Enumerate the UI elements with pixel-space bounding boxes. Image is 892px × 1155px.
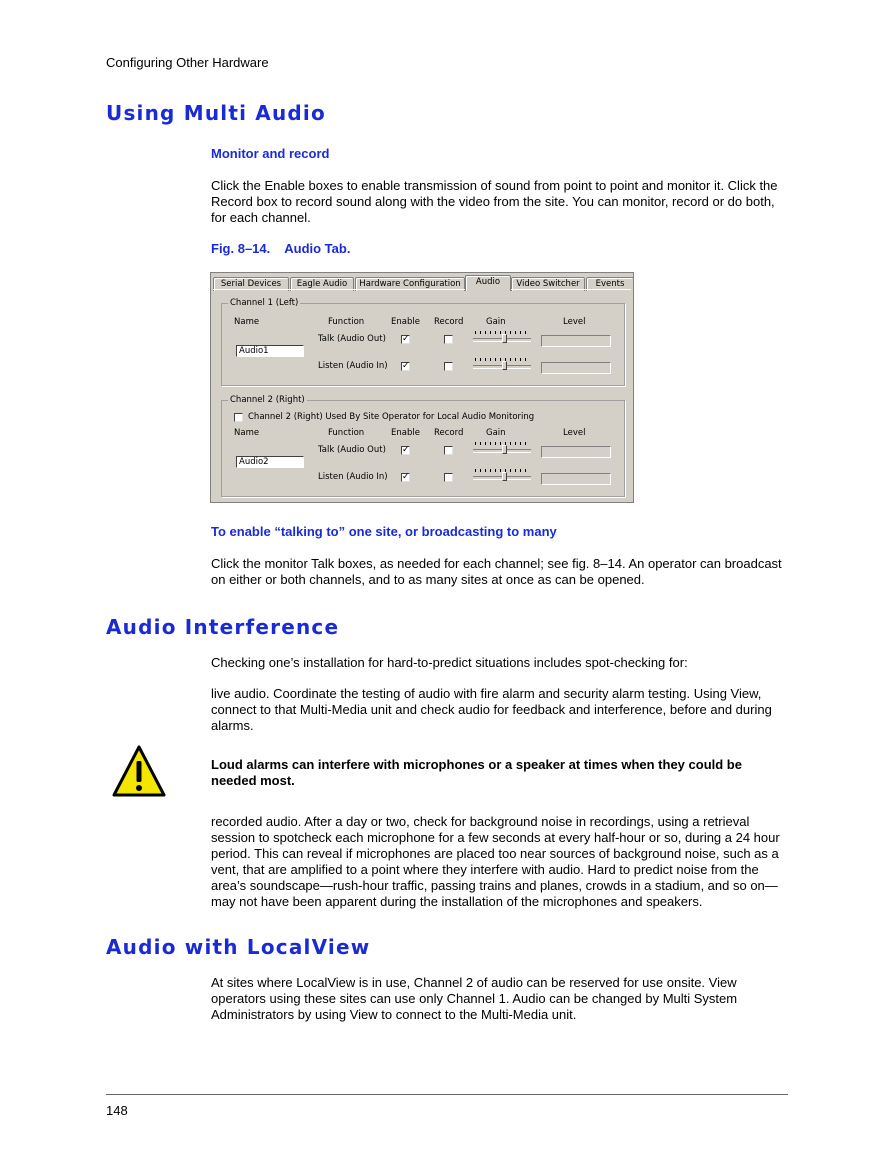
channel1-group	[221, 298, 625, 386]
audio-tab-dialog	[210, 272, 634, 503]
channel1-talk-gain-slider[interactable]	[473, 331, 531, 343]
channel2-name-input[interactable]: Audio2	[236, 456, 304, 468]
column-header-record: Record	[434, 428, 464, 438]
channel2-talk-record-checkbox[interactable]	[444, 446, 453, 455]
channel1-talk-level-meter	[541, 335, 611, 347]
figure-label: Fig. 8–14.	[211, 241, 271, 256]
channel1-listen-record-checkbox[interactable]	[444, 362, 453, 371]
subheading-monitor-record: Monitor and record	[211, 146, 330, 161]
column-header-gain: Gain	[486, 317, 506, 327]
tab-video-switcher[interactable]: Video Switcher	[511, 277, 585, 291]
channel2-local-monitoring-label: Channel 2 (Right) Used By Site Operator for Local Audio Monitoring	[248, 412, 535, 422]
channel1-talk-record-checkbox[interactable]	[444, 335, 453, 344]
running-header: Configuring Other Hardware	[106, 55, 269, 70]
column-header-name: Name	[234, 317, 260, 327]
channel1-listen-label: Listen (Audio In)	[318, 361, 388, 371]
section-title-audio-interference: Audio Interference	[106, 615, 340, 639]
slider-thumb[interactable]	[502, 445, 507, 454]
column-header-function: Function	[328, 428, 365, 438]
paragraph-talking-broadcasting: Click the monitor Talk boxes, as needed for each channel; see fig. 8–14. An operator can broadcast on either or both channels, and to as many sites at once as can be opened.	[211, 556, 782, 587]
channel2-talk-gain-slider[interactable]	[473, 442, 531, 454]
channel2-listen-level-meter	[541, 473, 611, 485]
column-header-name: Name	[234, 428, 260, 438]
subheading-talking-broadcasting: To enable “talking to” one site, or broadcasting to many	[211, 524, 557, 539]
figure-title: Audio Tab.	[284, 241, 351, 256]
paragraph-interference-intro: Checking one’s installation for hard-to-predict situations includes spot-checking for:	[211, 655, 688, 670]
paragraph-live-audio: live audio. Coordinate the testing of audio with fire alarm and security alarm testing. Using View, connect to that Multi-Media unit and check audio for feedback and interference, before and during alarms.	[211, 686, 772, 733]
channel1-listen-enable-checkbox[interactable]: ✓	[402, 361, 410, 371]
column-header-enable: Enable	[391, 317, 420, 327]
warning-triangle-icon	[112, 745, 166, 797]
tab-events[interactable]: Events	[586, 277, 634, 291]
section-title-localview: Audio with LocalView	[106, 935, 371, 959]
tab-serial-devices[interactable]: Serial Devices	[213, 277, 289, 291]
channel1-listen-level-meter	[541, 362, 611, 374]
slider-thumb[interactable]	[502, 334, 507, 343]
channel2-talk-level-meter	[541, 446, 611, 458]
tab-hardware-configuration[interactable]: Hardware Configuration	[355, 277, 465, 291]
channel2-title: Channel 2 (Right)	[230, 395, 305, 405]
column-header-level: Level	[563, 317, 586, 327]
column-header-gain: Gain	[486, 428, 506, 438]
slider-thumb[interactable]	[502, 472, 507, 481]
channel1-title: Channel 1 (Left)	[230, 298, 299, 308]
audio-tab-panel	[213, 289, 631, 500]
channel2-talk-enable-checkbox[interactable]: ✓	[402, 445, 410, 455]
column-header-record: Record	[434, 317, 464, 327]
paragraph-localview: At sites where LocalView is in use, Channel 2 of audio can be reserved for use onsite. View operators using these sites can use only Channel 1. Audio can be changed by Multi System Administrators by using View to connect to the Multi-Media unit.	[211, 975, 738, 1022]
page-number: 148	[106, 1103, 128, 1118]
channel1-name-input[interactable]: Audio1	[236, 345, 304, 357]
tab-audio[interactable]: Audio	[465, 275, 511, 291]
channel2-listen-gain-slider[interactable]	[473, 469, 531, 481]
channel1-talk-label: Talk (Audio Out)	[318, 334, 386, 344]
section-title-multi-audio: Using Multi Audio	[106, 101, 326, 125]
column-header-enable: Enable	[391, 428, 420, 438]
channel2-talk-label: Talk (Audio Out)	[318, 445, 386, 455]
channel2-local-monitoring-checkbox[interactable]	[234, 413, 243, 422]
slider-thumb[interactable]	[502, 361, 507, 370]
tab-strip	[213, 275, 631, 290]
paragraph-recorded-audio: recorded audio. After a day or two, check for background noise in recordings, using a retrieval session to spotcheck each microphone for a few seconds at every half-hour or so, during a 24 hour period. This can reveal if microphones are placed too near sources of background noise, such as a vent, that are amplified to a point where they interfere with audio. Hard to predict noise from the area’s soundscape—rush-hour traffic, passing trains and planes, crowds in a stadium, and so on—may not have been apparent during the installation of the microphones and speakers.	[211, 814, 780, 909]
channel2-listen-enable-checkbox[interactable]: ✓	[402, 472, 410, 482]
column-header-level: Level	[563, 428, 586, 438]
footer-divider	[106, 1094, 788, 1095]
paragraph-monitor-record: Click the Enable boxes to enable transmission of sound from point to point and monitor it. Click the Record box to record sound along with the video from the site. You can monitor, record or do both, for each channel.	[211, 178, 778, 225]
channel2-listen-label: Listen (Audio In)	[318, 472, 388, 482]
channel1-talk-enable-checkbox[interactable]: ✓	[402, 334, 410, 344]
column-header-function: Function	[328, 317, 365, 327]
warning-text: Loud alarms can interfere with microphones or a speaker at times when they could be needed most.	[211, 757, 742, 788]
tab-eagle-audio[interactable]: Eagle Audio	[290, 277, 354, 291]
figure-caption	[211, 241, 350, 256]
channel2-group	[221, 395, 625, 497]
channel2-listen-record-checkbox[interactable]	[444, 473, 453, 482]
channel1-listen-gain-slider[interactable]	[473, 358, 531, 370]
